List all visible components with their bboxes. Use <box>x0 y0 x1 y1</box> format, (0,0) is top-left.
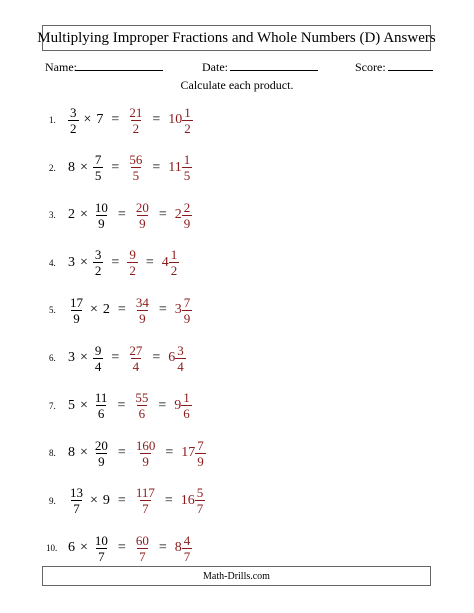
mixed-whole-part: 6 <box>168 350 176 365</box>
left-operand-fraction <box>68 295 85 326</box>
problem-expression <box>68 195 192 235</box>
problem-expression <box>68 290 192 330</box>
left-operand-whole-number: 3 <box>68 350 75 365</box>
product-numerator: 34 <box>135 294 149 310</box>
product-denominator: 9 <box>139 215 146 231</box>
equals-sign: = <box>117 540 126 556</box>
right-operand-numerator: 11 <box>94 390 108 406</box>
times-sign: × <box>80 397 88 413</box>
product-fraction <box>127 105 144 136</box>
problem-row <box>0 338 474 378</box>
left-operand-fraction <box>68 485 85 516</box>
product-numerator: 20 <box>135 199 149 215</box>
right-operand-denominator: 5 <box>94 168 102 184</box>
instructions: Calculate each product. <box>180 78 294 92</box>
right-operand-numerator: 20 <box>94 437 108 453</box>
problem-expression <box>68 243 179 283</box>
mixed-number-answer <box>168 343 186 374</box>
left-operand-denominator: 7 <box>73 501 80 517</box>
equals-sign: = <box>111 254 120 270</box>
mixed-remainder-denominator: 7 <box>196 501 204 517</box>
left-operand-denominator: 9 <box>73 310 80 326</box>
right-operand-fraction <box>93 438 110 469</box>
mixed-remainder-fraction <box>182 200 193 231</box>
mixed-number-answer <box>168 105 193 136</box>
mixed-whole-part: 9 <box>174 397 182 413</box>
right-operand-whole-number: 7 <box>96 112 104 127</box>
footer-text: Math-Drills.com <box>203 570 270 582</box>
mixed-remainder-fraction <box>181 390 192 421</box>
problem-expression <box>68 148 192 188</box>
right-operand-fraction <box>93 152 104 183</box>
mixed-remainder-numerator: 1 <box>170 247 178 263</box>
problem-number: 1. <box>49 115 56 125</box>
mixed-whole-part: 16 <box>180 492 195 508</box>
left-operand-whole-number: 3 <box>68 254 75 270</box>
mixed-remainder-denominator: 2 <box>184 120 191 136</box>
mixed-remainder-numerator: 1 <box>184 104 191 120</box>
equals-sign: = <box>152 112 161 127</box>
left-operand-fraction <box>68 105 79 136</box>
product-fraction <box>134 533 151 564</box>
left-operand-whole-number: 8 <box>68 159 75 175</box>
product-denominator: 9 <box>142 453 149 469</box>
equals-sign: = <box>158 207 167 223</box>
equals-sign: = <box>158 397 167 413</box>
product-fraction <box>134 200 151 231</box>
equals-sign: = <box>152 159 161 175</box>
equals-sign: = <box>152 350 161 365</box>
mixed-remainder-denominator: 2 <box>170 263 178 279</box>
product-numerator: 160 <box>135 437 156 453</box>
product-denominator: 2 <box>132 120 140 136</box>
problem-number: 9. <box>49 495 56 506</box>
equals-sign: = <box>117 207 126 223</box>
product-numerator: 9 <box>129 247 136 263</box>
times-sign: × <box>90 492 98 508</box>
problem-number: 5. <box>49 305 56 316</box>
mixed-number-answer <box>175 533 193 564</box>
mixed-remainder-numerator: 1 <box>183 152 191 168</box>
equals-sign: = <box>117 397 126 413</box>
mixed-whole-part: 10 <box>168 112 183 127</box>
times-sign: × <box>80 350 88 365</box>
equals-sign: = <box>111 112 120 127</box>
left-operand-whole-number: 5 <box>68 397 75 413</box>
problem-row <box>0 433 474 473</box>
equals-sign: = <box>117 302 126 318</box>
right-operand-denominator: 7 <box>98 548 105 564</box>
left-operand-whole-number: 6 <box>68 540 75 556</box>
mixed-remainder-fraction <box>195 438 206 469</box>
score-label: Score: <box>355 60 386 74</box>
right-operand-numerator: 3 <box>94 247 102 263</box>
mixed-number-answer <box>168 152 192 183</box>
mixed-remainder-numerator: 4 <box>183 532 191 548</box>
product-fraction <box>134 485 157 516</box>
equals-sign: = <box>111 350 120 365</box>
mixed-remainder-denominator: 5 <box>183 168 191 184</box>
name-line <box>75 70 163 71</box>
mixed-remainder-fraction <box>182 295 193 326</box>
product-numerator: 27 <box>129 342 143 358</box>
score-line <box>388 70 433 71</box>
times-sign: × <box>83 112 92 127</box>
mixed-number-answer <box>175 295 193 326</box>
right-operand-numerator: 10 <box>94 532 108 548</box>
problem-expression <box>68 528 192 568</box>
product-denominator: 4 <box>132 358 140 374</box>
equals-sign: = <box>158 540 167 556</box>
times-sign: × <box>80 254 88 270</box>
left-operand-numerator: 17 <box>70 294 83 310</box>
right-operand-numerator: 10 <box>94 199 108 215</box>
problem-row <box>0 195 474 235</box>
times-sign: × <box>80 207 88 223</box>
mixed-remainder-numerator: 1 <box>183 390 190 406</box>
times-sign: × <box>80 540 88 556</box>
right-operand-denominator: 9 <box>98 215 105 231</box>
right-operand-fraction <box>93 200 110 231</box>
mixed-remainder-denominator: 4 <box>177 358 184 374</box>
product-denominator: 9 <box>139 310 146 326</box>
mixed-remainder-fraction <box>182 533 193 564</box>
times-sign: × <box>80 445 88 461</box>
mixed-whole-part: 8 <box>174 540 182 556</box>
product-fraction <box>134 295 151 326</box>
problem-number: 7. <box>49 400 56 411</box>
product-numerator: 60 <box>135 532 149 548</box>
product-fraction <box>127 343 144 374</box>
problem-row <box>0 100 474 140</box>
mixed-whole-part: 4 <box>161 254 169 270</box>
mixed-remainder-fraction <box>169 247 180 278</box>
equals-sign: = <box>111 159 120 175</box>
right-operand-fraction <box>93 247 104 278</box>
mixed-number-answer <box>181 438 206 469</box>
left-operand-numerator: 3 <box>70 104 77 120</box>
times-sign: × <box>90 302 98 318</box>
date-line <box>230 70 318 71</box>
product-numerator: 55 <box>135 390 149 406</box>
product-denominator: 5 <box>132 168 140 184</box>
right-operand-fraction <box>93 533 110 564</box>
problem-row <box>0 148 474 188</box>
footer <box>42 566 431 586</box>
product-denominator: 7 <box>139 548 146 564</box>
mixed-remainder-fraction <box>195 485 206 516</box>
mixed-number-answer <box>162 247 180 278</box>
mixed-remainder-denominator: 9 <box>197 453 204 469</box>
equals-sign: = <box>117 445 126 461</box>
mixed-number-answer <box>174 390 192 421</box>
mixed-number-answer <box>181 485 206 516</box>
problem-number: 4. <box>49 257 56 268</box>
right-operand-numerator: 7 <box>94 152 102 168</box>
left-operand-whole-number: 2 <box>68 207 75 223</box>
name-label: Name: <box>45 60 77 74</box>
problem-row <box>0 481 474 521</box>
problem-expression <box>68 386 192 426</box>
product-fraction <box>127 247 138 278</box>
left-operand-whole-number: 8 <box>68 445 75 461</box>
problem-expression <box>68 481 205 521</box>
mixed-remainder-fraction <box>175 343 186 374</box>
mixed-remainder-denominator: 6 <box>183 406 190 422</box>
problem-number: 3. <box>49 210 56 221</box>
left-operand-denominator: 2 <box>70 120 77 136</box>
problem-row <box>0 243 474 283</box>
product-denominator: 2 <box>129 263 136 279</box>
mixed-remainder-fraction <box>182 105 193 136</box>
mixed-whole-part: 3 <box>174 302 182 318</box>
problem-number: 6. <box>49 353 56 363</box>
mixed-whole-part: 17 <box>181 445 196 461</box>
times-sign: × <box>80 159 88 175</box>
right-operand-fraction <box>93 390 110 421</box>
mixed-remainder-fraction <box>182 152 193 183</box>
equals-sign: = <box>145 254 154 270</box>
date-label: Date: <box>202 60 228 74</box>
right-operand-fraction <box>93 343 104 374</box>
product-fraction <box>127 152 144 183</box>
mixed-remainder-numerator: 7 <box>197 437 204 453</box>
problem-expression <box>68 100 193 140</box>
right-operand-numerator: 9 <box>94 342 102 358</box>
equals-sign: = <box>117 492 126 508</box>
product-fraction <box>133 390 150 421</box>
problem-number: 10. <box>46 543 58 554</box>
problem-expression <box>68 433 206 473</box>
equals-sign: = <box>158 302 167 318</box>
worksheet-title: Multiplying Improper Fractions and Whole Numbers (D) Answers <box>42 25 431 51</box>
mixed-remainder-numerator: 5 <box>196 485 204 501</box>
product-numerator: 56 <box>129 152 143 168</box>
problem-row <box>0 386 474 426</box>
mixed-remainder-numerator: 2 <box>183 199 191 215</box>
product-numerator: 21 <box>129 104 143 120</box>
right-operand-denominator: 4 <box>94 358 102 374</box>
product-numerator: 117 <box>135 485 155 501</box>
mixed-whole-part: 2 <box>174 207 182 223</box>
mixed-whole-part: 11 <box>168 159 182 175</box>
mixed-remainder-numerator: 7 <box>183 294 191 310</box>
equals-sign: = <box>164 492 173 508</box>
mixed-number-answer <box>175 200 193 231</box>
product-denominator: 6 <box>138 406 146 422</box>
mixed-remainder-denominator: 7 <box>183 548 191 564</box>
problem-row <box>0 290 474 330</box>
mixed-remainder-numerator: 3 <box>177 342 184 358</box>
right-operand-denominator: 9 <box>98 453 105 469</box>
product-denominator: 7 <box>142 501 149 517</box>
mixed-remainder-denominator: 9 <box>183 310 191 326</box>
equals-sign: = <box>165 445 174 461</box>
problem-expression <box>68 338 186 378</box>
right-operand-denominator: 6 <box>97 406 105 422</box>
problem-number: 2. <box>49 162 56 173</box>
problem-number: 8. <box>49 448 56 459</box>
right-operand-denominator: 2 <box>94 263 102 279</box>
product-fraction <box>134 438 158 469</box>
right-operand-whole-number: 2 <box>102 302 110 318</box>
problem-row <box>0 528 474 568</box>
mixed-remainder-denominator: 9 <box>183 215 191 231</box>
left-operand-numerator: 13 <box>70 485 83 501</box>
right-operand-whole-number: 9 <box>102 492 110 508</box>
